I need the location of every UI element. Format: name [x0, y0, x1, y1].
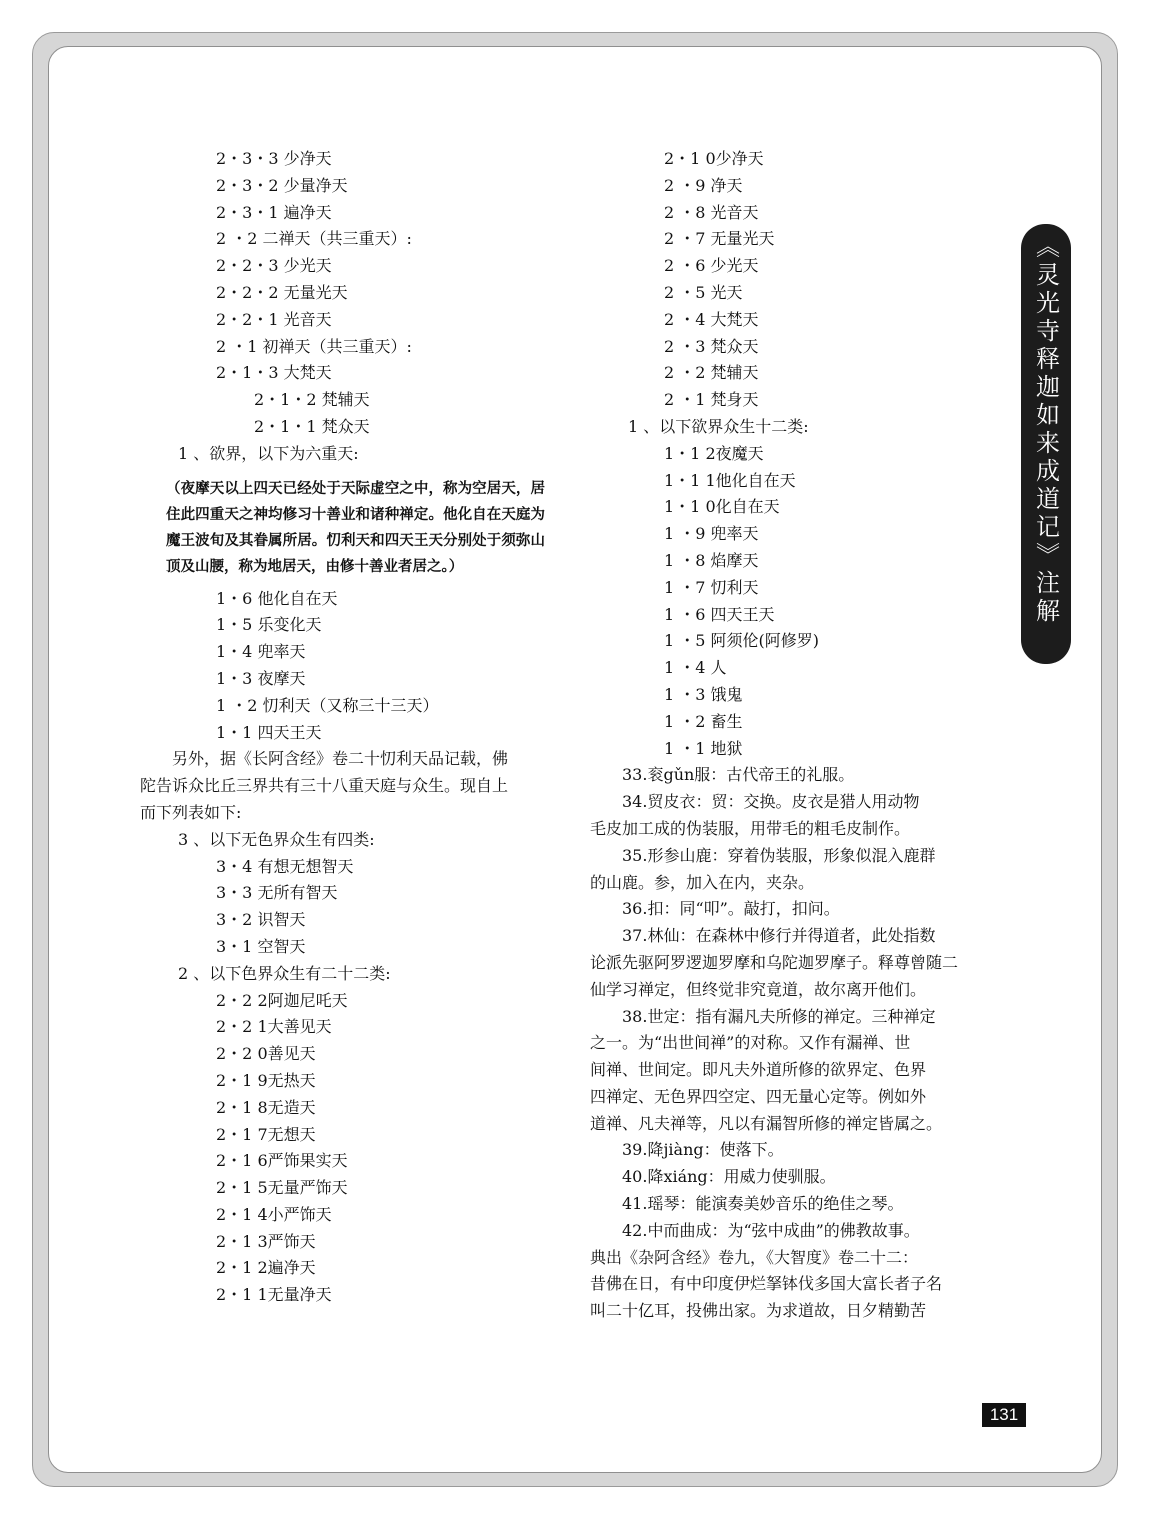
text-line: 之一。为“出世间禅”的对称。又作有漏禅、世 — [590, 1033, 911, 1053]
text-line: 41.瑶琴：能演奏美妙音乐的绝佳之琴。 — [622, 1194, 904, 1214]
left-column — [140, 146, 545, 1309]
list-item: 1・1 2夜魔天 — [664, 443, 764, 463]
list-item: 1・1 四天王天 — [216, 722, 322, 742]
list-item: 2・1 2遍净天 — [216, 1258, 316, 1278]
list-item: 2・1 6严饰果实天 — [216, 1151, 348, 1171]
list-item: 2・1 3严饰天 — [216, 1231, 316, 1251]
list-item: 2 ・3 梵众天 — [664, 336, 759, 356]
list-item: 2・3・2 少量净天 — [216, 175, 348, 195]
list-item: 2 ・2 梵辅天 — [664, 363, 759, 383]
list-item: 2・1 1无量净天 — [216, 1285, 332, 1305]
annotation-note: （夜摩天以上四天已经处于天际虚空之中，称为空居天，居住此四重天之神均修习十善业和诸种禅定。他化自在天庭为魔王波旬及其眷属所居。忉利天和四天王天分别处于须弥山顶及山腰，称为地居天，由修十善业者居之。） — [166, 479, 545, 575]
text-line: 35.形参山鹿：穿着伪装服，形象似混入鹿群 — [622, 845, 936, 865]
list-item: 2・2・2 无量光天 — [216, 282, 348, 302]
list-item: 3・1 空智天 — [216, 936, 306, 956]
text-line: 而下列表如下: — [140, 802, 242, 822]
list-item: 2 ・5 光天 — [664, 282, 743, 302]
list-item: 2・1 7无想天 — [216, 1124, 316, 1144]
list-item: 2 ・6 少光天 — [664, 256, 759, 276]
list-item: 2・2・3 少光天 — [216, 256, 332, 276]
list-item: 1 ・2 忉利天（又称三十三天） — [216, 695, 439, 715]
side-title-tab — [1021, 224, 1071, 664]
list-item: 1 ・1 地狱 — [664, 738, 743, 758]
list-item: 1・3 夜摩天 — [216, 668, 306, 688]
list-item: 2・1・2 梵辅天 — [254, 390, 370, 410]
list-item: 1 ・8 焰摩天 — [664, 550, 759, 570]
text-line: 昔佛在日，有中印度伊烂拏钵伐多国大富长者子名 — [590, 1274, 943, 1294]
list-item: 2 、以下色界众生有二十二类: — [178, 963, 391, 983]
text-line: 36.扣：同“叩”。敲打，扣问。 — [622, 899, 840, 919]
text-line: 四禅定、无色界四空定、四无量心定等。例如外 — [590, 1086, 927, 1106]
text-line: 另外，据《长阿含经》卷二十忉利天品记载，佛 — [172, 749, 509, 769]
footnotes — [590, 762, 990, 1325]
text-line: 37.林仙：在森林中修行并得道者，此处指数 — [622, 926, 936, 946]
text-line: 39.降jiàng：使落下。 — [622, 1140, 784, 1160]
list-item: 2・2 0善见天 — [216, 1044, 316, 1064]
list-item: 2・2 1大善见天 — [216, 1017, 332, 1037]
list-item: 2・3・3 少净天 — [216, 149, 332, 168]
list-item: 3・4 有想无想智天 — [216, 856, 354, 876]
right-column — [590, 146, 990, 1325]
list-item: 2 ・1 梵身天 — [664, 390, 759, 410]
left-top-list — [140, 146, 545, 468]
text-line: 论派先驱阿罗逻迦罗摩和乌陀迦罗摩子。释尊曾随二 — [590, 952, 959, 972]
list-item: 1 ・4 人 — [664, 658, 727, 678]
list-item: 2・1 8无造天 — [216, 1097, 316, 1117]
list-item: 2・1 9无热天 — [216, 1070, 316, 1090]
left-paragraph — [140, 746, 545, 826]
list-item: 1・4 兜率天 — [216, 642, 306, 662]
page-number: 131 — [982, 1403, 1026, 1427]
list-item: 3・2 识智天 — [216, 910, 306, 930]
list-item: 1・5 乐变化天 — [216, 615, 322, 635]
list-item: 1・1 0化自在天 — [664, 497, 780, 517]
list-item: 1・6 他化自在天 — [216, 588, 338, 608]
text-line: 叫二十亿耳，投佛出家。为求道故，日夕精勤苦 — [590, 1301, 927, 1321]
list-item: 2・3・1 遍净天 — [216, 202, 332, 222]
text-line: 毛皮加工成的伪装服，用带毛的粗毛皮制作。 — [590, 818, 911, 838]
list-item: 3 、以下无色界众生有四类: — [178, 829, 375, 849]
text-line: 33.衮gǔn服：古代帝王的礼服。 — [622, 765, 855, 785]
list-item: 1・1 1他化自在天 — [664, 470, 796, 490]
list-item: 2 ・1 初禅天（共三重天）: — [216, 336, 412, 356]
list-item: 1 ・2 畜生 — [664, 711, 743, 731]
list-item: 1 、以下欲界众生十二类: — [628, 416, 809, 436]
list-item: 2・1・3 大梵天 — [216, 363, 332, 383]
list-item: 2 ・2 二禅天（共三重天）: — [216, 229, 412, 249]
left-mid-list — [140, 586, 545, 747]
list-item: 1 ・3 饿鬼 — [664, 684, 743, 704]
list-item: 2 ・7 无量光天 — [664, 229, 775, 249]
list-item: 2・1 0少净天 — [664, 149, 764, 168]
list-item: 2 ・4 大梵天 — [664, 309, 759, 329]
text-line: 陀告诉众比丘三界共有三十八重天庭与众生。现自上 — [140, 776, 509, 796]
text-line: 道禅、凡夫禅等，凡以有漏智所修的禅定皆属之。 — [590, 1113, 943, 1133]
left-bottom-list — [140, 827, 545, 1309]
list-item: 2・1・1 梵众天 — [254, 416, 370, 436]
text-line: 42.中而曲成：为“弦中成曲”的佛教故事。 — [622, 1220, 920, 1240]
list-item: 2・2・1 光音天 — [216, 309, 332, 329]
list-item: 2・2 2阿迦尼吒天 — [216, 990, 348, 1010]
list-item: 2・1 4小严饰天 — [216, 1204, 332, 1224]
side-title: 《灵光寺释迦如来成道记》注解 — [1031, 234, 1060, 626]
text-line: 间禅、世间定。即凡夫外道所修的欲界定、色界 — [590, 1060, 927, 1080]
list-item: 3・3 无所有智天 — [216, 883, 338, 903]
list-item: 2 ・8 光音天 — [664, 202, 759, 222]
text-line: 34.贸皮衣：贸：交换。皮衣是猎人用动物 — [622, 792, 920, 812]
list-item: 1 ・9 兜率天 — [664, 524, 759, 544]
text-line: 38.世定：指有漏凡夫所修的禅定。三种禅定 — [622, 1006, 936, 1026]
text-line: 仙学习禅定，但终觉非究竟道，故尔离开他们。 — [590, 979, 927, 999]
right-list — [590, 146, 990, 762]
list-item: 1 、欲界，以下为六重天: — [178, 443, 359, 463]
text-line: 的山鹿。参，加入在内，夹杂。 — [590, 872, 815, 892]
list-item: 1 ・7 忉利天 — [664, 577, 759, 597]
list-item: 1 ・5 阿须伦(阿修罗) — [664, 631, 820, 651]
list-item: 2 ・9 净天 — [664, 175, 743, 195]
list-item: 1 ・6 四天王天 — [664, 604, 775, 624]
text-line: 40.降xiáng：用威力使驯服。 — [622, 1167, 836, 1187]
list-item: 2・1 5无量严饰天 — [216, 1178, 348, 1198]
text-line: 典出《杂阿含经》卷九，《大智度》卷二十二： — [590, 1247, 919, 1267]
